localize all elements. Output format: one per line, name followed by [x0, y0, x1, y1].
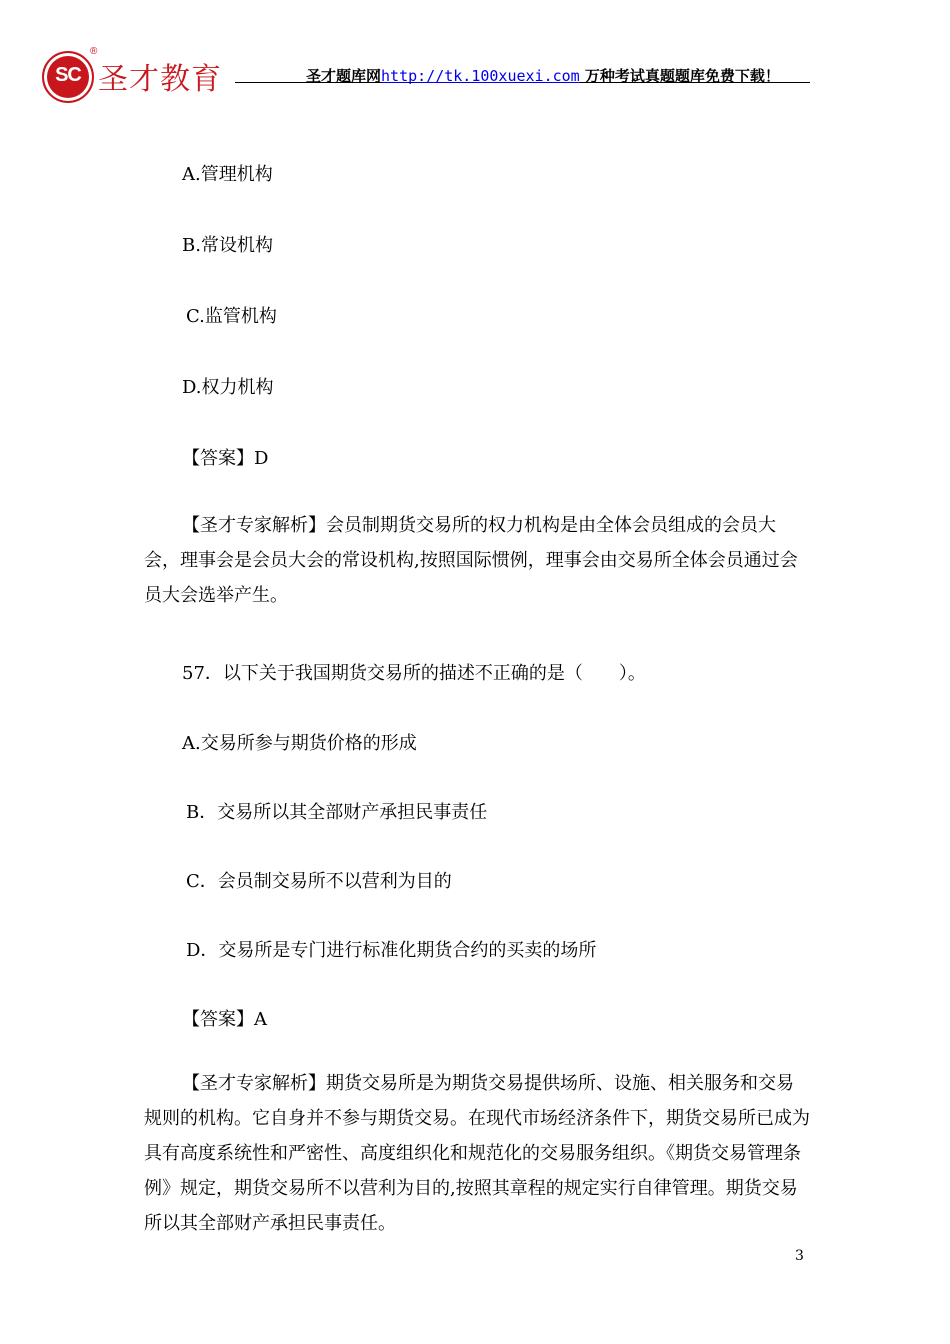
q56-option-b: B.常设机构	[182, 235, 273, 256]
q56-answer: 【答案】D	[182, 448, 269, 469]
q57-option-c: C．会员制交易所不以营利为目的	[186, 871, 452, 892]
page-header	[40, 48, 810, 98]
site-tagline: 万种考试真题题库免费下载！	[579, 67, 780, 85]
q57-option-b: B．交易所以其全部财产承担民事责任	[186, 802, 488, 823]
registered-mark: ®	[90, 46, 98, 57]
site-label: 圣才题库网	[306, 67, 382, 85]
logo	[40, 48, 230, 98]
q56-analysis: 【圣才专家解析】会员制期货交易所的权力机构是由全体会员组成的会员大会，理事会是会员大会的常设机构,按照国际惯例，理事会由交易所全体会员通过会员大会选举产生。	[144, 515, 798, 606]
q57-option-a: A.交易所参与期货价格的形成	[182, 733, 417, 754]
q57-stem: 57．以下关于我国期货交易所的描述不正确的是（ ）。	[182, 663, 646, 684]
q56-option-a: A.管理机构	[182, 164, 273, 185]
q57-analysis: 【圣才专家解析】期货交易所是为期货交易提供场所、设施、相关服务和交易规则的机构。它自身并不参与期货交易。在现代市场经济条件下，期货交易所已成为具有高度系统性和严密性、高度组织化和规范化的交易服务组织。《期货交易管理条例》规定，期货交易所不以营利为目的,按照其章程的规定实行自律管理。期货交易所以其全部财产承担民事责任。	[144, 1073, 810, 1234]
header-banner	[306, 65, 780, 86]
logo-badge	[42, 51, 94, 103]
logo-name: 圣才教育	[98, 62, 222, 97]
page-number: 3	[795, 1248, 804, 1264]
q56-option-d: D.权力机构	[182, 377, 274, 398]
q57-answer: 【答案】A	[182, 1009, 267, 1030]
q57-option-d: D．交易所是专门进行标准化期货合约的买卖的场所	[186, 940, 597, 961]
site-link[interactable]: http://tk.100xuexi.com	[381, 67, 580, 85]
logo-initials: SC	[55, 64, 81, 86]
q56-option-c: C.监管机构	[186, 306, 277, 327]
